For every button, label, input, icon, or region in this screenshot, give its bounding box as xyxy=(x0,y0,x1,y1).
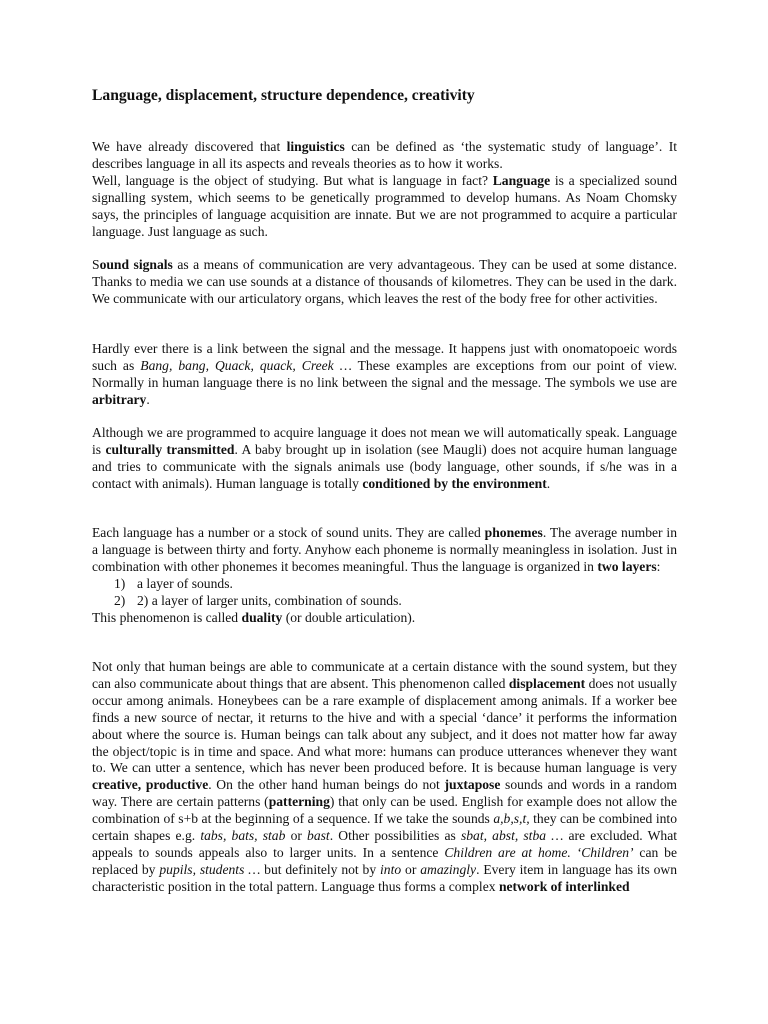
text: This phenomenon is called xyxy=(92,609,239,625)
text: are excluded. What appeals to sounds appeals also to larger units. In a sentence xyxy=(92,828,678,860)
text: as a means of communication are very advantageous. They can be used at some distance. Thanks to media we can use sounds at a distance of thousands of kilometres. They can be used in the dark. We communicate with our articulatory organs, which leaves the rest of the body free for other activities. xyxy=(92,257,678,306)
list-number: 1) xyxy=(114,575,126,591)
text: sounds and words in a random way. There are certain patterns ( xyxy=(92,777,677,810)
example-sounds: a,b,s,t, xyxy=(493,811,530,827)
list-text: 2) a layer of larger units, combination of sounds. xyxy=(137,592,402,608)
text: Each language has a number or a stock of sound units. They are called xyxy=(92,525,481,540)
term-duality: duality xyxy=(241,609,283,625)
term-sound-signals: ound signals xyxy=(99,257,173,272)
text: Hardly ever there is a link between the signal and the message. It happens just with onomatopoeic words such as xyxy=(92,341,677,373)
text: Not only that human beings are able to communicate at a certain distance with the sound system, but they can also communicate about things that are absent. This phenomenon called xyxy=(92,659,677,691)
text: We have already discovered that xyxy=(92,139,281,154)
example-shapes: tabs, bats, stab xyxy=(200,828,286,844)
text: . On the other hand human beings do not xyxy=(208,777,440,793)
term-culturally-transmitted: culturally transmitted xyxy=(105,441,235,457)
example-sentence: Children are at home. ‘Children’ xyxy=(444,844,634,860)
term-displacement: displacement xyxy=(508,675,586,691)
term-two-layers: two layers xyxy=(597,558,657,574)
term-creative-productive: creative, productive xyxy=(92,777,209,793)
term-linguistics: linguistics xyxy=(286,139,345,154)
text: does not usually occur among animals. Honeybees can be a rare example of displacement among animals. If a worker bee finds a new source of nectar, it returns to the hive and with a special ‘dance’ it performs the information about where the source is. Human beings can talk about any subject, and it does not matter how far away the object/topic is in time and space. And what more: humans can produce utterances whenever they want to. We can utter a sentence, which has never been produced before. It is because human language is very xyxy=(92,675,677,776)
text: Well, language is the object of studying. But what is language in fact? xyxy=(92,173,489,188)
list-number: 2) xyxy=(114,592,126,608)
paragraph-displacement xyxy=(92,659,677,896)
page-title: Language, displacement, structure dependence, creativity xyxy=(92,87,475,104)
text: (or double articulation). xyxy=(285,609,416,625)
text: . Every item in language has its own characteristic position in the total pattern. Language thus forms a complex xyxy=(92,861,678,894)
text: or xyxy=(290,828,302,844)
text: or xyxy=(405,861,417,877)
list-item xyxy=(92,593,677,610)
text: Although we are programmed to acquire language it does not mean we will automatically speak. Language is xyxy=(92,425,677,457)
example-into: into xyxy=(380,861,402,877)
text: . The average number in a language is between thirty and forty. Anyhow each phoneme is normally meaningless in isolation. Just in combination with other phonemes it becomes meaningful. Thus the language is organized in xyxy=(92,525,678,574)
text: they can be combined into certain shapes e.g. xyxy=(92,811,677,844)
text: These examples are exceptions from our point of view. Normally in human language there is no link between the signal and the message. The symbols we use are xyxy=(92,357,677,390)
example-replacements: pupils, students … xyxy=(159,861,261,877)
term-network: network of interlinked xyxy=(498,878,630,894)
text: : xyxy=(656,558,661,574)
duality-line xyxy=(92,610,677,627)
paragraph-phonemes xyxy=(92,525,677,626)
text: S xyxy=(92,257,100,272)
example-words: Bang, bang, Quack, quack, Creek … xyxy=(140,357,352,373)
list-item xyxy=(92,576,677,593)
paragraph-sound-signals xyxy=(92,257,677,308)
text: . A baby brought up in isolation (see Maugli) does not acquire human language and tries to communicate with the signals animals use (body language, other sounds, if s/he was in a contact with animals). Human language is totally xyxy=(92,441,678,491)
paragraph-linguistics xyxy=(92,139,677,173)
paragraph-arbitrary xyxy=(92,341,677,409)
example-bast: bast xyxy=(307,828,330,844)
text: but definitely not by xyxy=(264,861,377,877)
text: ) that only can be used. English for example does not allow the combination of s+b at the beginning of a sequence. If we take the sounds xyxy=(92,794,677,827)
example-amazingly: amazingly xyxy=(420,861,477,877)
text: can be defined as ‘the systematic study of language’. It describes language in all its aspects and reveals theories as to how it works. xyxy=(92,139,677,171)
list-text: a layer of sounds. xyxy=(137,575,233,591)
term-phonemes: phonemes xyxy=(484,525,543,540)
term-arbitrary: arbitrary xyxy=(92,391,147,407)
text: . xyxy=(146,391,150,407)
term-patterning: patterning xyxy=(268,794,330,810)
paragraph-cultural-transmission xyxy=(92,425,677,493)
example-excluded: sbat, abst, stba … xyxy=(460,828,564,844)
layers-list xyxy=(92,576,677,610)
text: is a specialized sound signalling system, which seems to be genetically programmed to develop humans. As Noam Chomsky says, the principles of language acquisition are innate. But we are not programmed to acquire a particular language. Just language as such. xyxy=(92,173,677,239)
paragraph-language-definition xyxy=(92,173,677,241)
term-juxtapose: juxtapose xyxy=(444,777,501,793)
term-language: Language xyxy=(492,173,551,188)
term-conditioned: conditioned by the environment xyxy=(362,475,547,491)
text: . xyxy=(546,475,551,491)
text: . Other possibilities as xyxy=(329,828,456,844)
text: can be replaced by xyxy=(92,844,677,877)
